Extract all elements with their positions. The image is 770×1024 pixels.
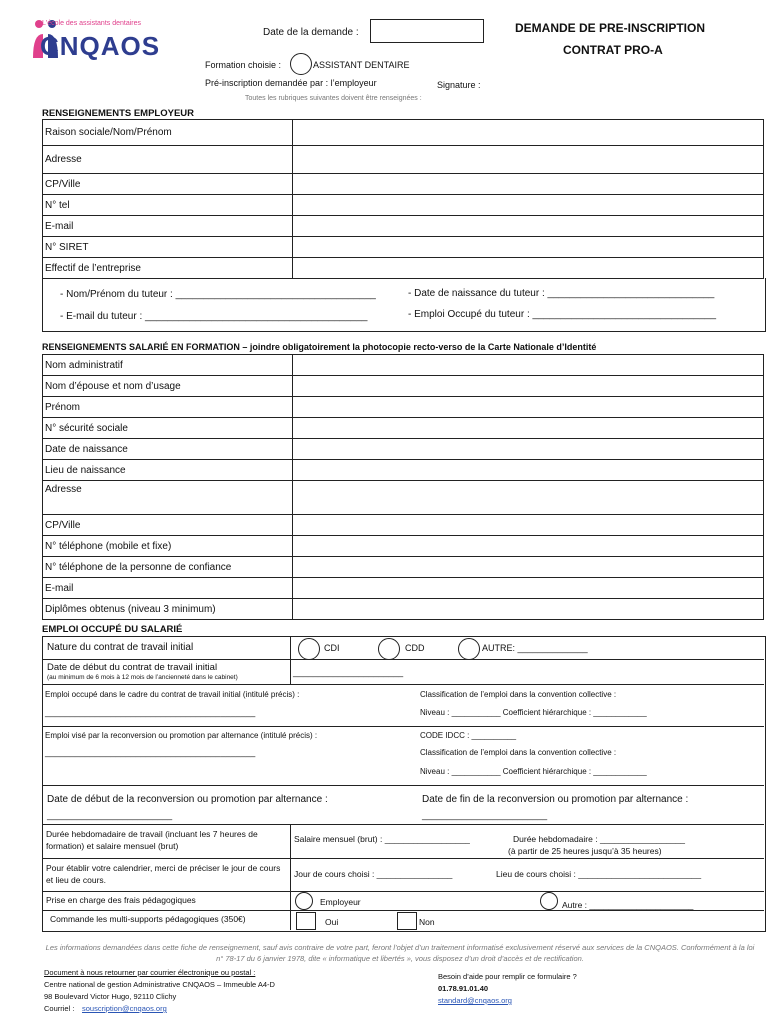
emploi-title: EMPLOI OCCUPÉ DU SALARIÉ — [42, 624, 183, 635]
emploi-vise-line[interactable]: __________________________________________ — [45, 747, 256, 757]
lieu-cours-field[interactable]: Lieu de cours choisi : __________________________ — [496, 869, 702, 879]
debut-line[interactable]: ______________________ — [293, 667, 404, 677]
email-field[interactable] — [293, 216, 764, 237]
retour-label: Document à nous retourner par courrier électronique ou postal : — [44, 968, 256, 977]
signature-label: Signature : — [437, 80, 481, 90]
row-label: N° téléphone de la personne de confiance — [43, 557, 293, 578]
date-input[interactable] — [370, 19, 484, 43]
code-idcc[interactable]: CODE IDCC : __________ — [420, 731, 517, 740]
duree-field[interactable]: Durée hebdomadaire : __________________ — [513, 834, 686, 844]
cp-ville-field[interactable] — [293, 174, 764, 195]
secu-field[interactable] — [293, 418, 764, 439]
duree-note: (à partir de 25 heures jusqu’à 35 heures) — [508, 846, 662, 856]
row-label: Prénom — [43, 397, 293, 418]
separator — [42, 910, 764, 911]
autre-prise-field[interactable]: Autre : ______________________ — [562, 900, 694, 910]
multi-label: Commande les multi-supports pédagogiques (350€) — [50, 914, 246, 924]
aide-tel: 01.78.91.01.40 — [438, 984, 489, 993]
address-line-1: Centre national de gestion Administrative CNQAOS – Immeuble A4-D — [44, 980, 275, 989]
classif-2: Classification de l’emploi dans la convention collective : — [420, 748, 617, 757]
non-label: Non — [419, 917, 435, 927]
row-label: Adresse — [43, 481, 293, 515]
autre-radio[interactable] — [458, 638, 480, 660]
row-label: Date de naissance — [43, 439, 293, 460]
date-debut-line[interactable]: _________________________ — [47, 810, 173, 820]
title-1: DEMANDE DE PRE-INSCRIPTION — [515, 21, 706, 35]
separator — [42, 824, 764, 825]
logo-tagline: L'école des assistants dentaires — [42, 20, 142, 27]
notice-text: Toutes les rubriques suivantes doivent être renseignées : — [245, 95, 422, 102]
adresse-salarie-field[interactable] — [293, 481, 764, 515]
formation-radio[interactable] — [290, 53, 312, 75]
cdi-radio[interactable] — [298, 638, 320, 660]
aide-mail-link[interactable]: standard@cnqaos.org — [438, 996, 512, 1005]
tuteur-emploi[interactable]: - Emploi Occupé du tuteur : _________________________________ — [408, 309, 717, 320]
row-label: Nom administratif — [43, 355, 293, 376]
logo — [30, 16, 180, 64]
date-debut-reconv: Date de début de la reconversion ou promotion par alternance : — [47, 794, 328, 805]
date-label: Date de la demande : — [263, 27, 359, 38]
row-label: E-mail — [43, 578, 293, 599]
row-label: Diplômes obtenus (niveau 3 minimum) — [43, 599, 293, 620]
telephone-field[interactable] — [293, 536, 764, 557]
separator — [42, 684, 764, 685]
aide-label: Besoin d’aide pour remplir ce formulaire ? — [438, 972, 577, 981]
tuteur-mail[interactable]: - E-mail du tuteur : ________________________________________ — [60, 311, 368, 322]
legal-text: Les informations demandées dans cette fiche de renseignement, sauf avis contraire de votre part, feront l’objet d’un traitement informatisé exclusivement réservé aux services de la CNQAOS. Conformément à la loi n° 78-17 du 6 janvier 1978, dite « informatique et libertés », vous disposez d’un droit d’accès et de rectification. — [45, 943, 755, 963]
address-line-2: 98 Boulevard Victor Hugo, 92110 Clichy — [44, 992, 177, 1001]
prise-charge-label: Prise en charge des frais pédagogiques — [46, 895, 196, 905]
siret-field[interactable] — [293, 237, 764, 258]
cdi-label: CDI — [324, 643, 340, 653]
separator — [42, 858, 764, 859]
cp-ville-salarie-field[interactable] — [293, 515, 764, 536]
separator — [42, 726, 764, 727]
date-fin-reconv: Date de fin de la reconversion ou promotion par alternance : — [422, 794, 689, 805]
adresse-field[interactable] — [293, 146, 764, 174]
tel-field[interactable] — [293, 195, 764, 216]
separator — [290, 636, 291, 684]
niveau-2[interactable]: Niveau : ___________ Coefficient hiérarchique : ____________ — [420, 767, 647, 776]
row-label: Adresse — [43, 146, 293, 174]
email-salarie-field[interactable] — [293, 578, 764, 599]
effectif-field[interactable] — [293, 258, 764, 279]
title-2: CONTRAT PRO-A — [563, 43, 663, 57]
emploi-occupe-line[interactable]: __________________________________________ — [45, 707, 256, 717]
courriel-label: Courriel : — [44, 1004, 75, 1013]
jour-cours-field[interactable]: Jour de cours choisi : ________________ — [294, 869, 453, 879]
row-label: N° téléphone (mobile et fixe) — [43, 536, 293, 557]
debut-note: (au minimum de 6 mois à 12 mois de l’ancienneté dans le cabinet) — [47, 674, 238, 681]
niveau-1[interactable]: Niveau : ___________ Coefficient hiérarchique : ____________ — [420, 708, 647, 717]
lieu-naissance-field[interactable] — [293, 460, 764, 481]
tuteur-nom[interactable]: - Nom/Prénom du tuteur : ____________________________________ — [60, 289, 376, 300]
employeur-label: Employeur — [320, 897, 361, 907]
preinscription-text: Pré-inscription demandée par : l’employeur — [205, 78, 377, 88]
non-checkbox[interactable] — [397, 912, 417, 930]
row-label: CP/Ville — [43, 515, 293, 536]
classif-1: Classification de l’emploi dans la convention collective : — [420, 690, 617, 699]
row-label: N° tel — [43, 195, 293, 216]
nom-epouse-field[interactable] — [293, 376, 764, 397]
formation-label: Formation choisie : — [205, 60, 282, 70]
separator — [42, 891, 764, 892]
debut-label: Date de début du contrat de travail initial — [47, 662, 218, 673]
row-label: CP/Ville — [43, 174, 293, 195]
formation-value: ASSISTANT DENTAIRE — [313, 60, 410, 70]
employeur-radio[interactable] — [295, 892, 313, 910]
row-label: N° SIRET — [43, 237, 293, 258]
employeur-table — [42, 119, 764, 279]
row-label: Nom d’épouse et nom d’usage — [43, 376, 293, 397]
telephone-confiance-field[interactable] — [293, 557, 764, 578]
salaire-field[interactable]: Salaire mensuel (brut) : __________________ — [294, 834, 470, 844]
row-label: Raison sociale/Nom/Prénom — [43, 120, 293, 146]
nature-label: Nature du contrat de travail initial — [47, 642, 194, 653]
calendrier-label: Pour établir votre calendrier, merci de préciser le jour de cours et lieu de cours. — [46, 863, 281, 885]
date-naissance-field[interactable] — [293, 439, 764, 460]
separator — [42, 785, 764, 786]
salarie-title: RENSEIGNEMENTS SALARIÉ EN FORMATION – joindre obligatoirement la photocopie recto-verso de la Carte Nationale d’Identité — [42, 342, 597, 352]
cdd-label: CDD — [405, 643, 425, 653]
tuteur-date[interactable]: - Date de naissance du tuteur : ______________________________ — [408, 288, 715, 299]
autre-label[interactable]: AUTRE: ______________ — [482, 643, 588, 653]
row-label: E-mail — [43, 216, 293, 237]
duree-label: Durée hebdomadaire de travail (incluant les 7 heures de formation) et salaire mensuel (brut) — [46, 829, 258, 851]
oui-label: Oui — [325, 917, 339, 927]
autre-prise-radio[interactable] — [540, 892, 558, 910]
emploi-occupe-label: Emploi occupé dans le cadre du contrat de travail initial (intitulé précis) : — [45, 690, 300, 699]
tuteur-box — [42, 278, 766, 332]
row-label: Lieu de naissance — [43, 460, 293, 481]
cdd-radio[interactable] — [378, 638, 400, 660]
row-label: N° sécurité sociale — [43, 418, 293, 439]
salarie-table — [42, 354, 764, 620]
row-label: Effectif de l’entreprise — [43, 258, 293, 279]
prenom-field[interactable] — [293, 397, 764, 418]
emploi-vise-label: Emploi visé par la reconversion ou promotion par alternance (intitulé précis) : — [45, 731, 318, 740]
oui-checkbox[interactable] — [296, 912, 316, 930]
diplomes-field[interactable] — [293, 599, 764, 620]
courriel-link[interactable]: souscription@cnqaos.org — [82, 1004, 167, 1013]
employeur-title: RENSEIGNEMENTS EMPLOYEUR — [42, 108, 195, 119]
logo-brand: CNQAOS — [40, 31, 161, 61]
separator — [42, 659, 764, 660]
date-fin-line[interactable]: _________________________ — [422, 810, 548, 820]
raison-sociale-field[interactable] — [293, 120, 764, 146]
separator — [290, 824, 291, 930]
nom-field[interactable] — [293, 355, 764, 376]
